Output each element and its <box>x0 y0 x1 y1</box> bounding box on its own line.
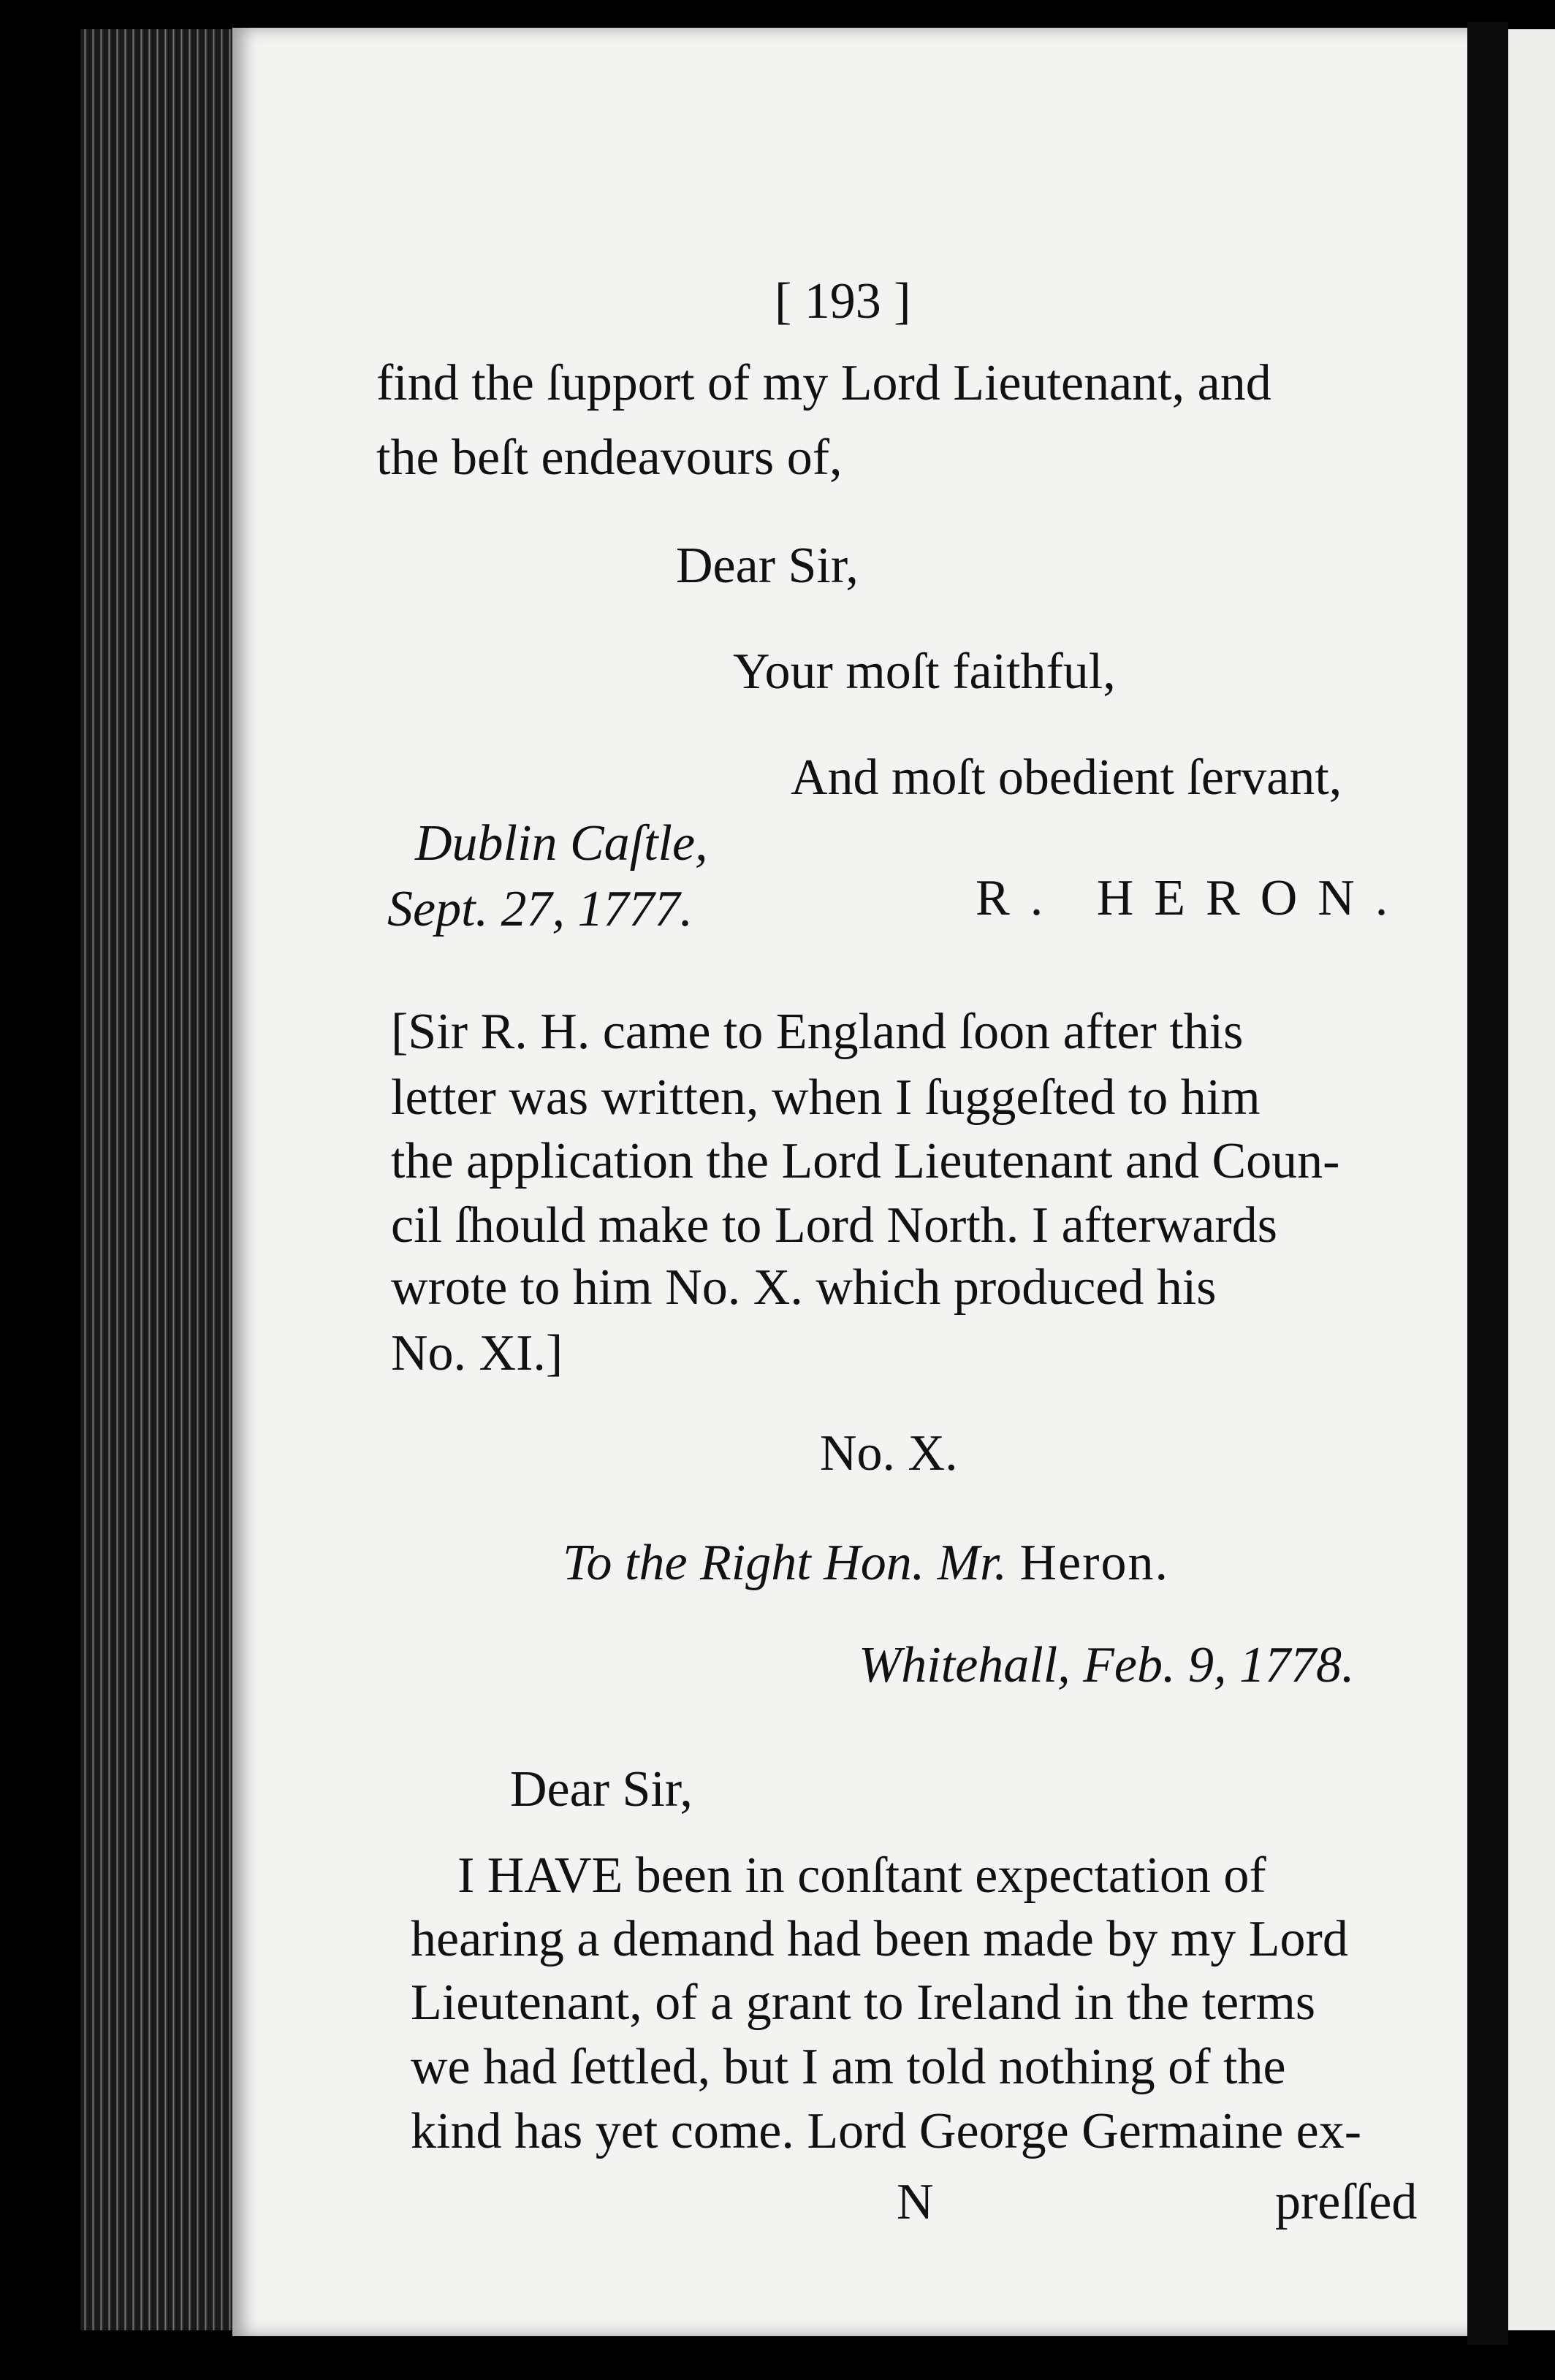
text-line: hearing a demand had been made by my Lord <box>411 1911 1348 1967</box>
letter-date: Sept. 27, 1777. <box>387 881 693 937</box>
salutation: Dear Sir, <box>510 1761 693 1818</box>
text-line: cil ſhould make to Lord North. I afterwards <box>391 1197 1277 1254</box>
facing-page-edge <box>1508 29 1555 2330</box>
text-line: find the ſupport of my Lord Lieutenant, and <box>376 355 1271 411</box>
letter-place: Dublin Caſtle, <box>415 815 708 871</box>
letter-heading: No. X. <box>820 1425 958 1481</box>
signature: R. HERON. <box>976 870 1409 926</box>
addressee-title: To the Right Hon. Mr. <box>563 1535 1008 1591</box>
text-line: letter was written, when I ſuggeſted to him <box>391 1069 1261 1126</box>
page-number: [ 193 ] <box>775 273 911 329</box>
closing-line: And moſt obedient ſervant, <box>791 750 1342 806</box>
text-line: we had ſettled, but I am told nothing of the <box>411 2039 1286 2095</box>
page-edge-stack <box>80 29 237 2330</box>
text-line: I HAVE been in conſtant expectation of <box>457 1847 1266 1904</box>
catchword: preſſed <box>1275 2174 1418 2230</box>
text-line: the application the Lord Lieutenant and Coun- <box>391 1133 1340 1189</box>
salutation: Dear Sir, <box>676 538 859 594</box>
addressee <box>563 1535 1169 1591</box>
book-gutter <box>1467 22 1508 2345</box>
text-line: Lieutenant, of a grant to Ireland in the terms <box>411 1975 1316 2031</box>
text-line: kind has yet come. Lord George Germaine ex- <box>411 2103 1362 2159</box>
signature-mark: N <box>897 2174 934 2230</box>
text-line: wrote to him No. X. which produced his <box>391 1259 1217 1316</box>
addressee-name: Heron. <box>1019 1535 1169 1591</box>
text-line: the beſt endeavours of, <box>376 430 843 486</box>
text-line: [Sir R. H. came to England ſoon after this <box>391 1004 1244 1060</box>
closing-line: Your moſt faithful, <box>733 644 1116 700</box>
dateline: Whitehall, Feb. 9, 1778. <box>859 1637 1355 1693</box>
text-line: No. XI.] <box>391 1325 563 1381</box>
